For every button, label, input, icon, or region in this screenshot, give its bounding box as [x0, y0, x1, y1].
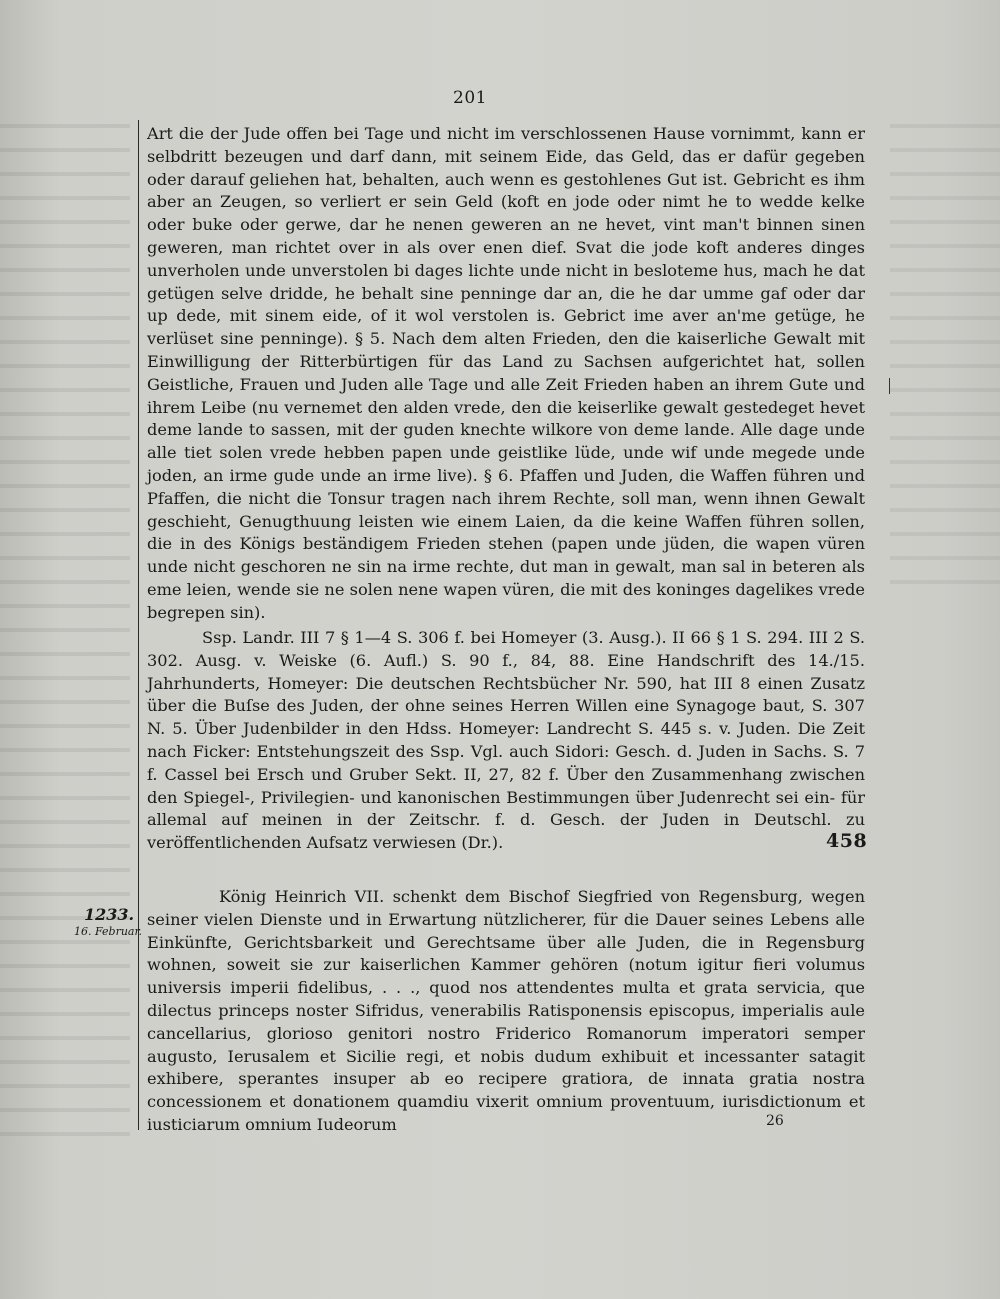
edge-mark [889, 378, 890, 394]
margin-year: 1233. [84, 905, 135, 924]
entry-text: König Heinrich VII. schenkt dem Bischof Siegfried von Regensburg, wegen seiner vielen Dienste und in Erwartung nützlicherer, für die Dauer seines Lebens alle Einkünfte, Gerichtsbarkeit und Gerechtsame über alle Juden, die in Regensburg wohnen, soweit sie zur kaiserlichen Kammer gehören (notum igitur fieri volumus universis imperii fidelibus, . . ., quod nos attendentes multa et grata servicia, que dilectus princeps noster Sifridus, venerabilis Ratisponensis episcopus, imperialis aule cancellarius, glorioso genitori nostro Friderico Romanorum imperatori semper augusto, Ierusalem et Sicilie regi, et nobis dudum exhibuit et incessanter satagit exhibere, sperantes insuper ab eo recipere gratiora, de innata gratia nostra concessionem et donationem quamdiu vixerit omnium proventuum, iurisdictionum et iusticiarum omnium Iudeorum [147, 887, 865, 1134]
page-number: 201 [453, 88, 487, 108]
sheet-mark: 26 [766, 1113, 784, 1129]
notes-text: Ssp. Landr. III 7 § 1—4 S. 306 f. bei Homeyer (3. Ausg.). II 66 § 1 S. 294. III 2 S. 302. Ausg. v. Weiske (6. Aufl.) S. 90 f., 84, 88. Eine Handschrift des 14./15. Jahrhunderts, Homeyer: Die deutschen Rechtsbücher Nr. 590, hat III 8 einen Zusatz über die Buſse des Juden, der ohne seines Herren Willen eine Synagoge baut, S. 307 N. 5. Über Judenbilder in den Hdss. Homeyer: Landrecht S. 445 s. v. Juden. Die Zeit nach Ficker: Entstehungszeit des Ssp. Vgl. auch Sidori: Gesch. d. Juden in Sachs. S. 7 f. Cassel bei Ersch und Gruber Sekt. II, 27, 82 f. Über den Zusammenhang zwischen den Spiegel-, Privilegien- und kanonischen Bestimmungen über Judenrecht sei ein- für allemal auf meinen in der Zeitschr. f. d. Gesch. der Juden in Deutschl. zu veröffentlichenden Aufsatz verwiesen (Dr.). [147, 628, 865, 853]
bleed-through-right [890, 110, 1000, 590]
main-text: Art die der Jude offen bei Tage und nicht im verschlossenen Hause vornimmt, kann er selbdritt bezeugen und darf dann, mit seinem Eide, das Geld, das er dafür gegeben oder darauf geliehen hat, behalten, auch wenn es gestohlenes Gut ist. Gebricht es ihm aber an Zeugen, so verliert er sein Geld (koft en jode oder nimt he to wedde kelke oder buke oder gerwe, dar he nenen geweren an ne hevet, vint man't binnen sinen geweren, man richtet over in als over enen dief. Svat die jode koft anderes dinges unverholen unde unverstolen bi dages lichte unde nicht in besloteme hus, mach he dat getügen selve dridde, he behalt sine penninge dar an, die he dar umme gaf oder dar up dede, mit sinem eide, of it wol verstolen is. Gebrict ime aver an'me getüge, he verlüset sine penninge). § 5. Nach dem alten Frieden, den die kaiserliche Gewalt mit Einwilligung der Ritterbürtigen für das Land zu Sachsen aufgerichtet hat, sollen Geistliche, Frauen und Juden alle Tage und alle Zeit Frieden haben an ihrem Gute und ihrem Leibe (nu vernemet den alden vrede, den die keiserlike gewalt gestedeget hevet deme lande to sassen, mit der guden knechte wilkore von deme lande. Alle dage unde alle tiet solen vrede hebben papen unde geistlike lüde, unde wif unde megede unde joden, an irme gude unde an irme live). § 6. Pfaffen und Juden, die Waffen führen und Pfaffen, die nicht die Tonsur tragen nach ihrem Rechte, soll man, wenn ihnen Gewalt geschieht, Genugthuung leisten wie einem Laien, da die keine Waffen führen sollen, die in des Königs beständigem Frieden stehen (papen unde jüden, die wapen vüren unde nicht geschoren ne sin na irme rechte, dut man in gewalt, man sal in beteren als eme leien, wende sie ne solen nene wapen vüren, die mit des koninges dagelikes vrede begrepen sin). [147, 124, 865, 622]
bleed-through-left [0, 110, 130, 1150]
margin-rule [138, 120, 139, 1130]
entry-number: 458 [826, 830, 868, 852]
margin-date: 16. Februar. [74, 925, 143, 938]
